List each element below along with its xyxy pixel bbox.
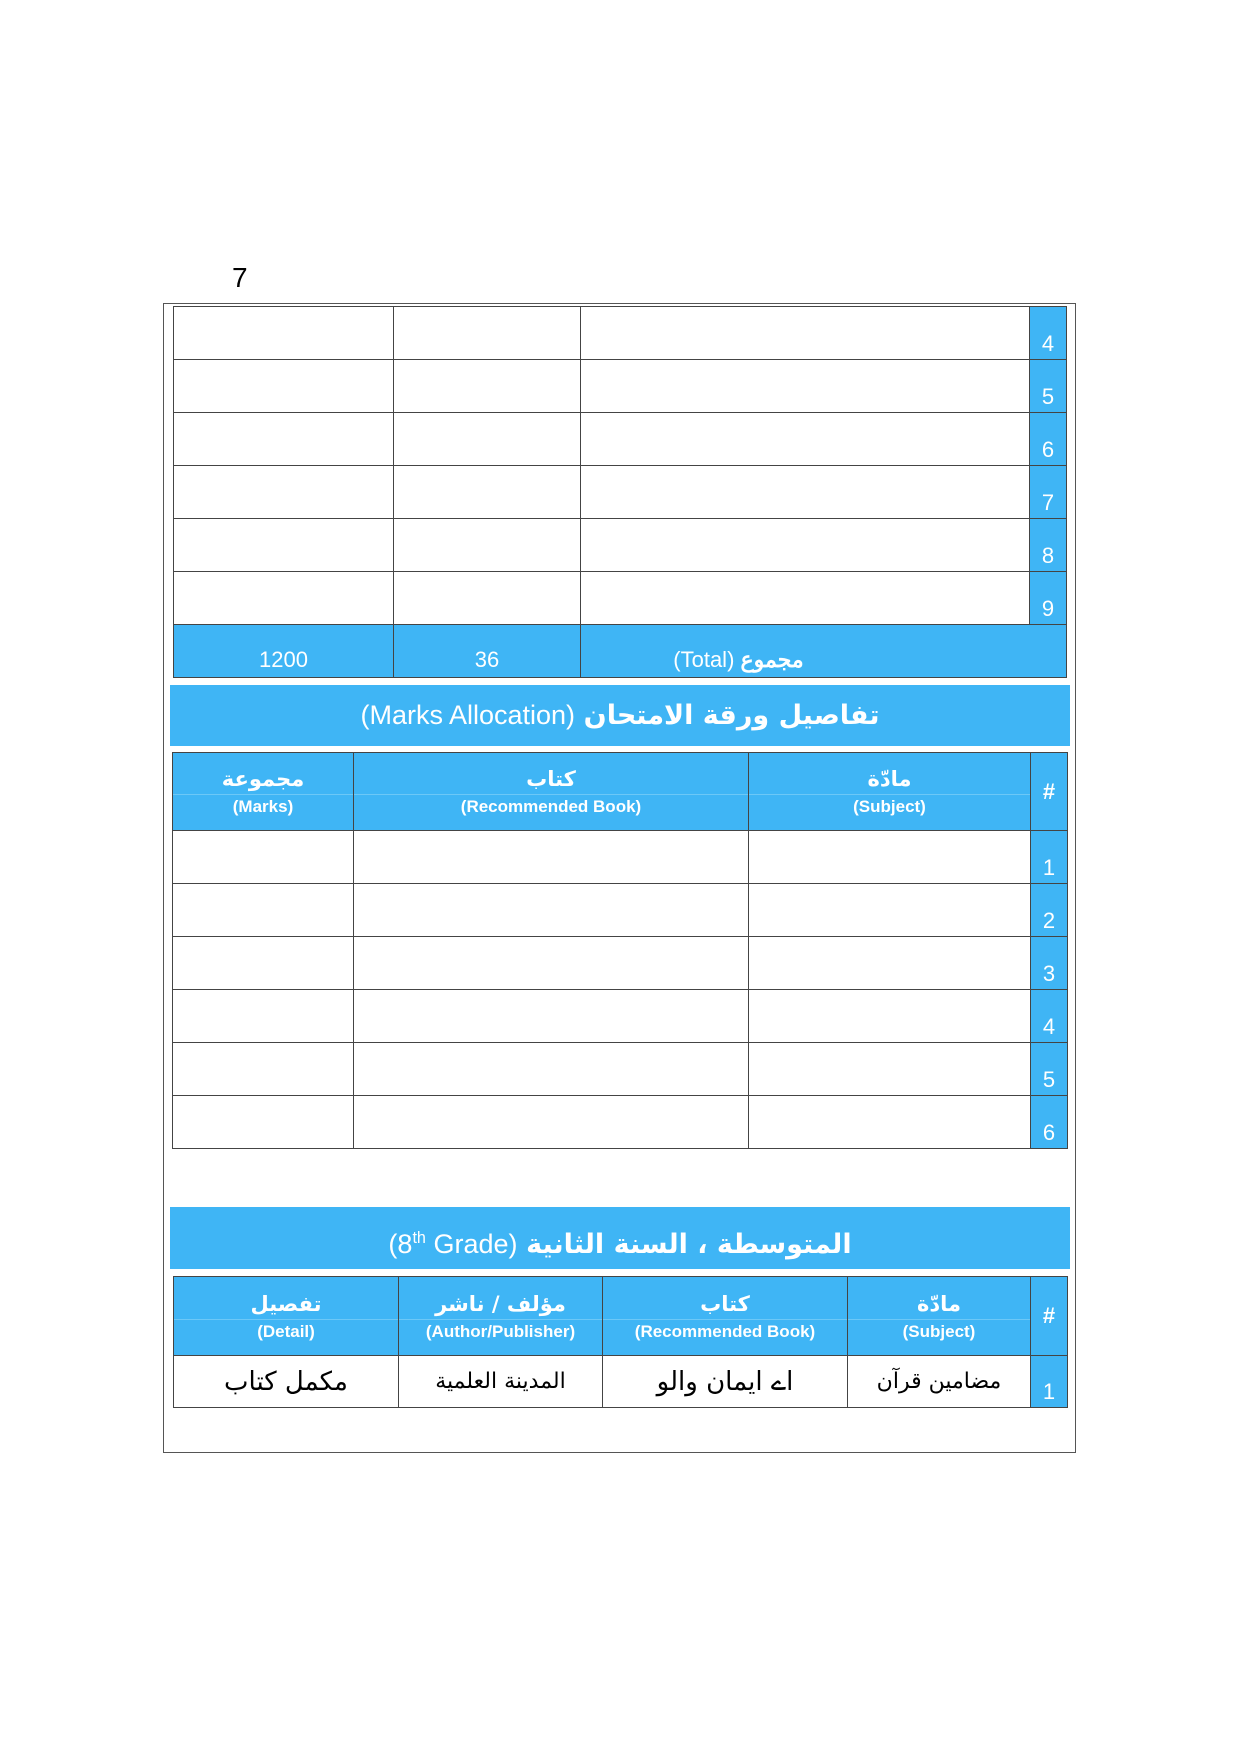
row-number: 7 xyxy=(1030,466,1067,519)
row-number: 6 xyxy=(1031,1096,1068,1149)
row-number: 5 xyxy=(1031,1043,1068,1096)
total-label-en: (Total) xyxy=(673,647,735,672)
table-row xyxy=(174,572,1067,625)
empty-cell xyxy=(394,519,581,572)
table-row xyxy=(174,519,1067,572)
empty-cell xyxy=(581,413,1030,466)
empty-cell xyxy=(749,990,1031,1043)
table-row xyxy=(173,831,1068,884)
empty-cell xyxy=(581,360,1030,413)
grade-header-row xyxy=(174,1277,1068,1356)
marks-title-ar: تفاصيل ورقة الامتحان xyxy=(583,700,880,731)
grade-title-ar: المتوسطة ، السنة الثانية xyxy=(526,1229,852,1260)
page-number: 7 xyxy=(232,262,248,293)
row-number: 5 xyxy=(1030,360,1067,413)
row-number: 6 xyxy=(1030,413,1067,466)
header-book: كتاب (Recommended Book) xyxy=(603,1277,848,1356)
empty-cell xyxy=(581,572,1030,625)
empty-cell xyxy=(173,831,354,884)
header-book: كتاب (Recommended Book) xyxy=(354,753,749,831)
header-marks: مجموعة (Marks) xyxy=(173,753,354,831)
total-label xyxy=(581,625,1067,678)
empty-cell xyxy=(174,572,394,625)
detail-cell: مکمل کتاب xyxy=(174,1356,399,1408)
empty-cell xyxy=(749,884,1031,937)
empty-cell xyxy=(749,937,1031,990)
total-label-ar: مجموع xyxy=(740,647,804,672)
table-row xyxy=(173,937,1068,990)
table-row xyxy=(174,466,1067,519)
empty-cell xyxy=(354,884,749,937)
empty-cell xyxy=(174,307,394,360)
header-subject: مادّة (Subject) xyxy=(749,753,1031,831)
empty-cell xyxy=(173,1043,354,1096)
empty-cell xyxy=(394,466,581,519)
total-count: 36 xyxy=(394,625,581,678)
empty-cell xyxy=(173,1096,354,1149)
row-number: 4 xyxy=(1031,990,1068,1043)
table-row xyxy=(173,1096,1068,1149)
empty-cell xyxy=(394,413,581,466)
empty-cell xyxy=(749,1043,1031,1096)
empty-cell xyxy=(174,466,394,519)
header-hash: # xyxy=(1031,1277,1068,1356)
empty-cell xyxy=(394,307,581,360)
table-row xyxy=(173,1043,1068,1096)
subject-cell: مضامین قرآن xyxy=(848,1356,1031,1408)
header-detail: تفصيل (Detail) xyxy=(174,1277,399,1356)
marks-title-en: (Marks Allocation) xyxy=(360,700,576,730)
row-number: 1 xyxy=(1031,1356,1068,1408)
empty-cell xyxy=(354,1096,749,1149)
marks-allocation-table xyxy=(172,752,1068,1149)
marks-header-row xyxy=(173,753,1068,831)
total-marks: 1200 xyxy=(174,625,394,678)
empty-cell xyxy=(394,360,581,413)
empty-cell xyxy=(354,937,749,990)
grade-books-table xyxy=(173,1276,1068,1408)
empty-cell xyxy=(173,937,354,990)
table-row xyxy=(173,990,1068,1043)
empty-cell xyxy=(394,572,581,625)
author-cell: المدينة العلمية xyxy=(399,1356,603,1408)
header-hash: # xyxy=(1031,753,1068,831)
table-row xyxy=(174,360,1067,413)
empty-cell xyxy=(581,307,1030,360)
marks-allocation-title xyxy=(170,685,1070,746)
empty-cell xyxy=(174,413,394,466)
header-subject: مادّة (Subject) xyxy=(848,1277,1031,1356)
empty-cell xyxy=(354,990,749,1043)
book-cell: اے ایمان والو xyxy=(603,1356,848,1408)
header-author: مؤلف / ناشر (Author/Publisher) xyxy=(399,1277,603,1356)
total-row xyxy=(174,625,1067,678)
row-number: 2 xyxy=(1031,884,1068,937)
table-row xyxy=(174,1356,1068,1408)
table-row xyxy=(174,307,1067,360)
table-row xyxy=(173,884,1068,937)
empty-cell xyxy=(173,990,354,1043)
row-number: 3 xyxy=(1031,937,1068,990)
empty-cell xyxy=(354,831,749,884)
empty-cell xyxy=(354,1043,749,1096)
empty-cell xyxy=(581,519,1030,572)
row-number: 1 xyxy=(1031,831,1068,884)
row-number: 4 xyxy=(1030,307,1067,360)
subjects-table-continued xyxy=(173,306,1067,678)
empty-cell xyxy=(174,519,394,572)
empty-cell xyxy=(173,884,354,937)
empty-cell xyxy=(581,466,1030,519)
grade-title-en: (8th Grade) xyxy=(388,1229,518,1259)
empty-cell xyxy=(174,360,394,413)
table-row xyxy=(174,413,1067,466)
empty-cell xyxy=(749,831,1031,884)
empty-cell xyxy=(749,1096,1031,1149)
row-number: 8 xyxy=(1030,519,1067,572)
grade-title xyxy=(170,1207,1070,1269)
row-number: 9 xyxy=(1030,572,1067,625)
